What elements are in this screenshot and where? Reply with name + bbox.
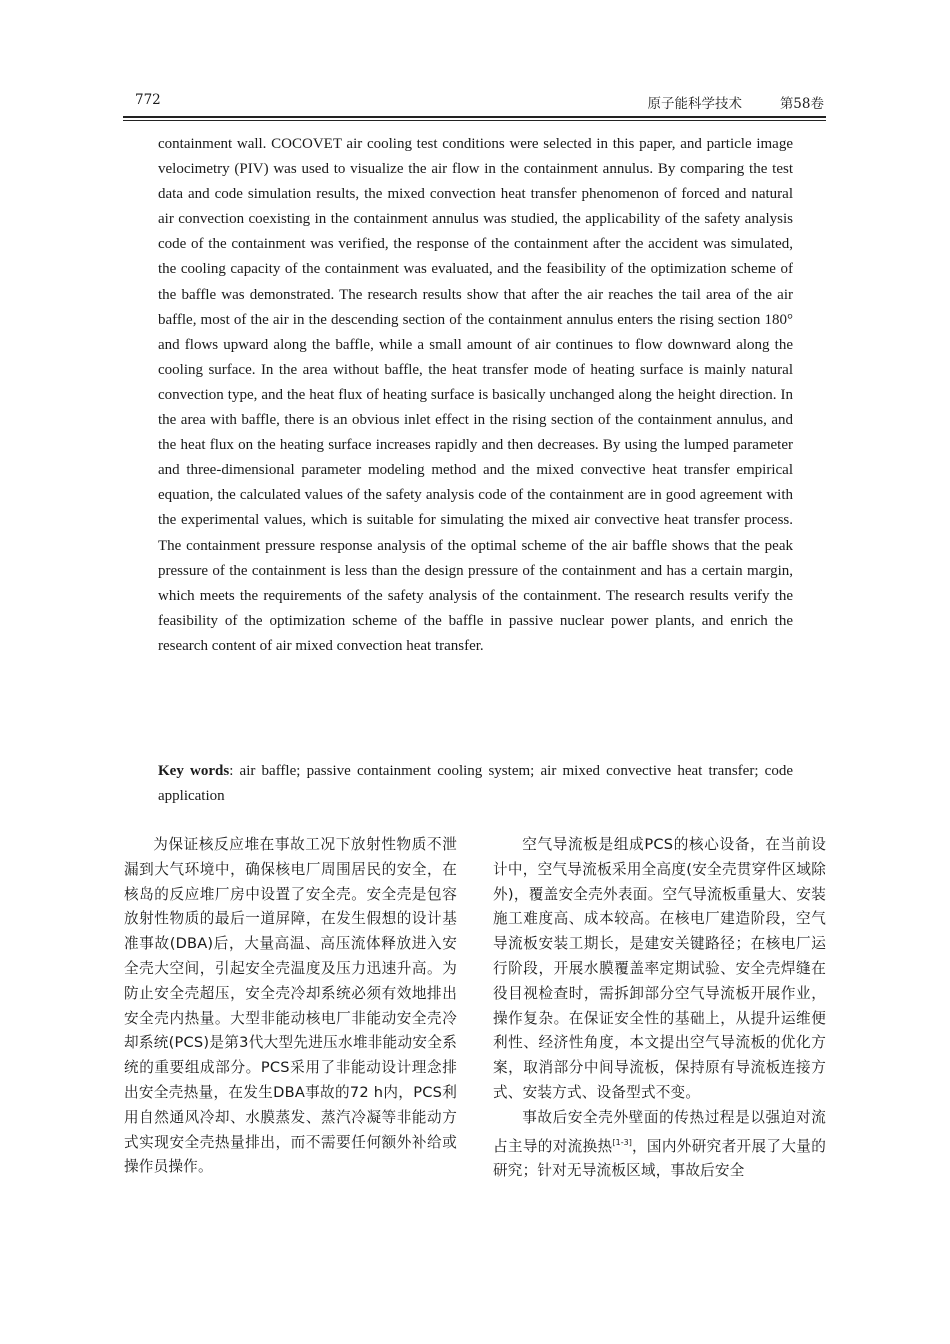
- english-abstract: [158, 132, 793, 659]
- page-number: 772: [135, 92, 161, 108]
- header-rule-thin: [123, 120, 826, 121]
- keywords-label: Key words: [158, 763, 230, 779]
- body-column-left: [124, 833, 457, 1180]
- abstract-text: containment wall. COCOVET air cooling test conditions were selected in this paper, and particle image velocimetry (PIV) was used to visualize the air flow in the containment annulus. By comparing the test data and code simulation results, the mixed convection heat transfer phenomenon of forced and natural air convection coexisting in the containment annulus was studied, the applicability of the safety analysis code of the containment was verified, the response of the containment after the accident was simulated, the cooling capacity of the containment was evaluated, and the feasibility of the optimization scheme of the baffle was demonstrated. The research results show that after the air reaches the tail area of the air baffle, most of the air in the descending section of the containment annulus enters the rising section 180° and flows upward along the baffle, while a small amount of air continues to flow downward along the cooling surface. In the area without baffle, the heat transfer mode of heating surface is mainly natural convection type, and the heat flux of heating surface is basically unchanged along the height direction. In the area with baffle, there is an obvious inlet effect in the rising section of the containment annulus, and the heat flux on the heating surface increases rapidly and then decreases. By using the lumped parameter and three-dimensional parameter modeling method and the mixed convective heat transfer empirical equation, the calculated values of the safety analysis code of the containment are in good agreement with the experimental values, which is suitable for simulating the mixed air convective heat transfer process. The containment pressure response analysis of the optimal scheme of the air baffle shows that the peak pressure of the containment is less than the design pressure of the containment and has a certain margin, which meets the requirements of the safety analysis of the containment. The research results verify the feasibility of the optimization scheme of the baffle in passive nuclear power plants, and enrich the research content of air mixed convection heat transfer.: [158, 136, 793, 654]
- paragraph: 为保证核反应堆在事故工况下放射性物质不泄漏到大气环境中，确保核电厂周围居民的安全，在核岛的反应堆厂房中设置了安全壳。安全壳是包容放射性物质的最后一道屏障，在发生假想的设计基准事故(DBA)后，大量高温、高压流体释放进入安全壳大空间，引起安全壳温度及压力迅速升高。为防止安全壳超压，安全壳冷却系统必须有效地排出安全壳内热量。大型非能动核电厂非能动安全壳冷却系统(PCS)是第3代大型先进压水堆非能动安全系统的重要组成部分。PCS采用了非能动设计理念排出安全壳热量，在发生DBA事故的72 h内，PCS利用自然通风冷却、水膜蒸发、蒸汽冷凝等非能动方式实现安全壳热量排出，而不需要任何额外补给或操作员操作。: [124, 836, 457, 1176]
- keywords: [158, 759, 793, 809]
- paragraph: [493, 1106, 826, 1184]
- keywords-text: : air baffle; passive containment cooling system; air mixed convective heat transfer; code application: [158, 763, 793, 805]
- journal-title: 原子能科学技术: [647, 96, 742, 112]
- volume-label: 第58卷: [779, 96, 824, 112]
- paragraph-text: ，国内外研究者开展了大量的研究；针对无导流板区域，事故后安全: [493, 1137, 826, 1180]
- paragraph: 空气导流板是组成PCS的核心设备，在当前设计中，空气导流板采用全高度(安全壳贯穿件区域除外)，覆盖安全壳外表面。空气导流板重量大、安装施工难度高、成本较高。在核电厂建造阶段，空气导流板安装工期长，是建安关键路径；在核电厂运行阶段，开展水膜覆盖率定期试验、安全壳焊缝在役目视检查时，需拆卸部分空气导流板开展作业，操作复杂。在保证安全性的基础上，从提升运维便利性、经济性角度，本文提出空气导流板的优化方案，取消部分中间导流板，保持原有导流板连接方式、安装方式、设备型式不变。: [493, 836, 826, 1101]
- citation-ref[interactable]: [1-3]: [612, 1137, 632, 1147]
- header-rule-thick: [123, 116, 826, 118]
- paragraph-text: 事故后安全壳外壁面的传热过程是以强迫对流占主导的对流换热: [493, 1108, 826, 1155]
- body-column-right: [493, 833, 826, 1184]
- running-header: [123, 90, 826, 114]
